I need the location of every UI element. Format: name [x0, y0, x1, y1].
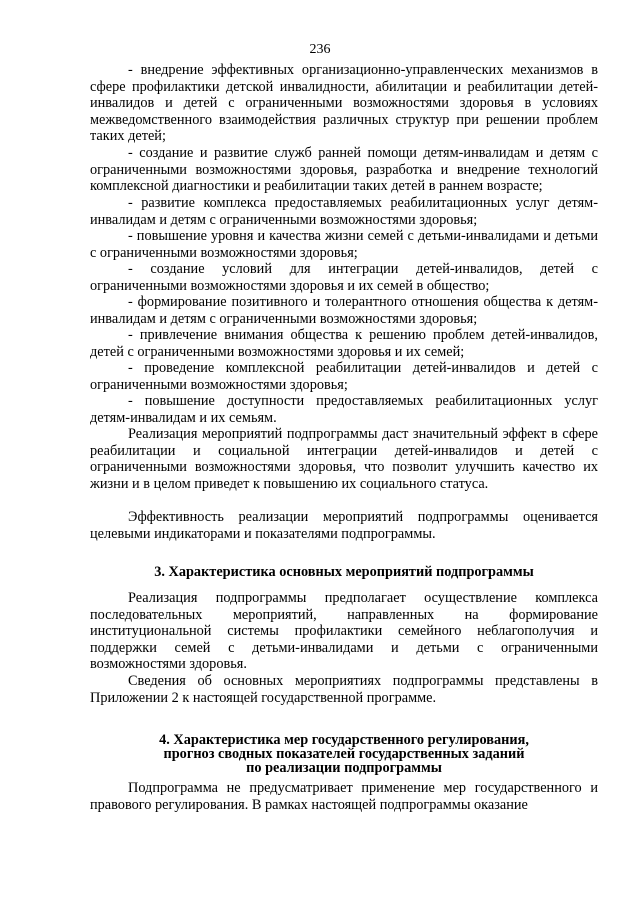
paragraph-efficiency: Эффективность реализации мероприятий подпрограммы оценивается целевыми индикаторами и показателями подпрограммы. [90, 509, 598, 542]
section-3-heading: 3. Характеристика основных мероприятий подпрограммы [154, 564, 534, 580]
paragraph-measure-1: - внедрение эффективных организационно-управленческих механизмов в сфере профилактики детской инвалидности, абилитации и реабилитации детей-инвалидов и детей с ограниченными возможностями здоровья в условиях межведомственного взаимодействия различных структур при решении проблем таких детей; [90, 62, 598, 145]
section-4-heading-line-2: прогноз сводных показателей государственных заданий [163, 746, 525, 762]
paragraph-measure-8: - проведение комплексной реабилитации детей-инвалидов и детей с ограниченными возможностями здоровья; [90, 360, 598, 393]
paragraph-measure-3: - развитие комплекса предоставляемых реабилитационных услуг детям-инвалидам и детям с ограниченными возможностями здоровья; [90, 195, 598, 228]
paragraph-measure-5: - создание условий для интеграции детей-инвалидов, детей с ограниченными возможностями здоровья и их семей в общество; [90, 261, 598, 294]
paragraph-implementation: Реализация подпрограммы предполагает осуществление комплекса последовательных мероприятий, направленных на формирование институциональной системы профилактики семейного неблагополучия и поддержки семей с детьми-инвалидами и детьми с ограниченными возможностями здоровья. [90, 590, 598, 673]
paragraph-measure-2: - создание и развитие служб ранней помощи детям-инвалидам и детям с ограниченными возможностями здоровья, разработка и внедрение технологий комплексной диагностики и реабилитации таких детей в раннем возрасте; [90, 145, 598, 195]
page-number: 236 [309, 42, 331, 57]
section-4-heading-line-1: 4. Характеристика мер государственного регулирования, [159, 732, 529, 748]
paragraph-measure-6: - формирование позитивного и толерантного отношения общества к детям-инвалидам и детям с ограниченными возможностями здоровья; [90, 294, 598, 327]
paragraph-effect: Реализация мероприятий подпрограммы даст значительный эффект в сфере реабилитации и социальной интеграции детей-инвалидов и детей с ограниченными возможностями здоровья, что позволит улучшить качество их жизни и в целом приведет к повышению их социального статуса. [90, 426, 598, 492]
paragraph-appendix: Сведения об основных мероприятиях подпрограммы представлены в Приложении 2 к настоящей государственной программе. [90, 673, 598, 706]
paragraph-regulation: Подпрограмма не предусматривает применение мер государственного и правового регулирования. В рамках настоящей подпрограммы оказание [90, 780, 598, 813]
paragraph-measure-7: - привлечение внимания общества к решению проблем детей-инвалидов, детей с ограниченными возможностями здоровья и их семей; [90, 327, 598, 360]
paragraph-measure-9: - повышение доступности предоставляемых реабилитационных услуг детям-инвалидам и их семьям. [90, 393, 598, 426]
paragraph-measure-4: - повышение уровня и качества жизни семей с детьми-инвалидами и детьми с ограниченными возможностями здоровья; [90, 228, 598, 261]
section-4-heading-line-3: по реализации подпрограммы [246, 760, 442, 776]
